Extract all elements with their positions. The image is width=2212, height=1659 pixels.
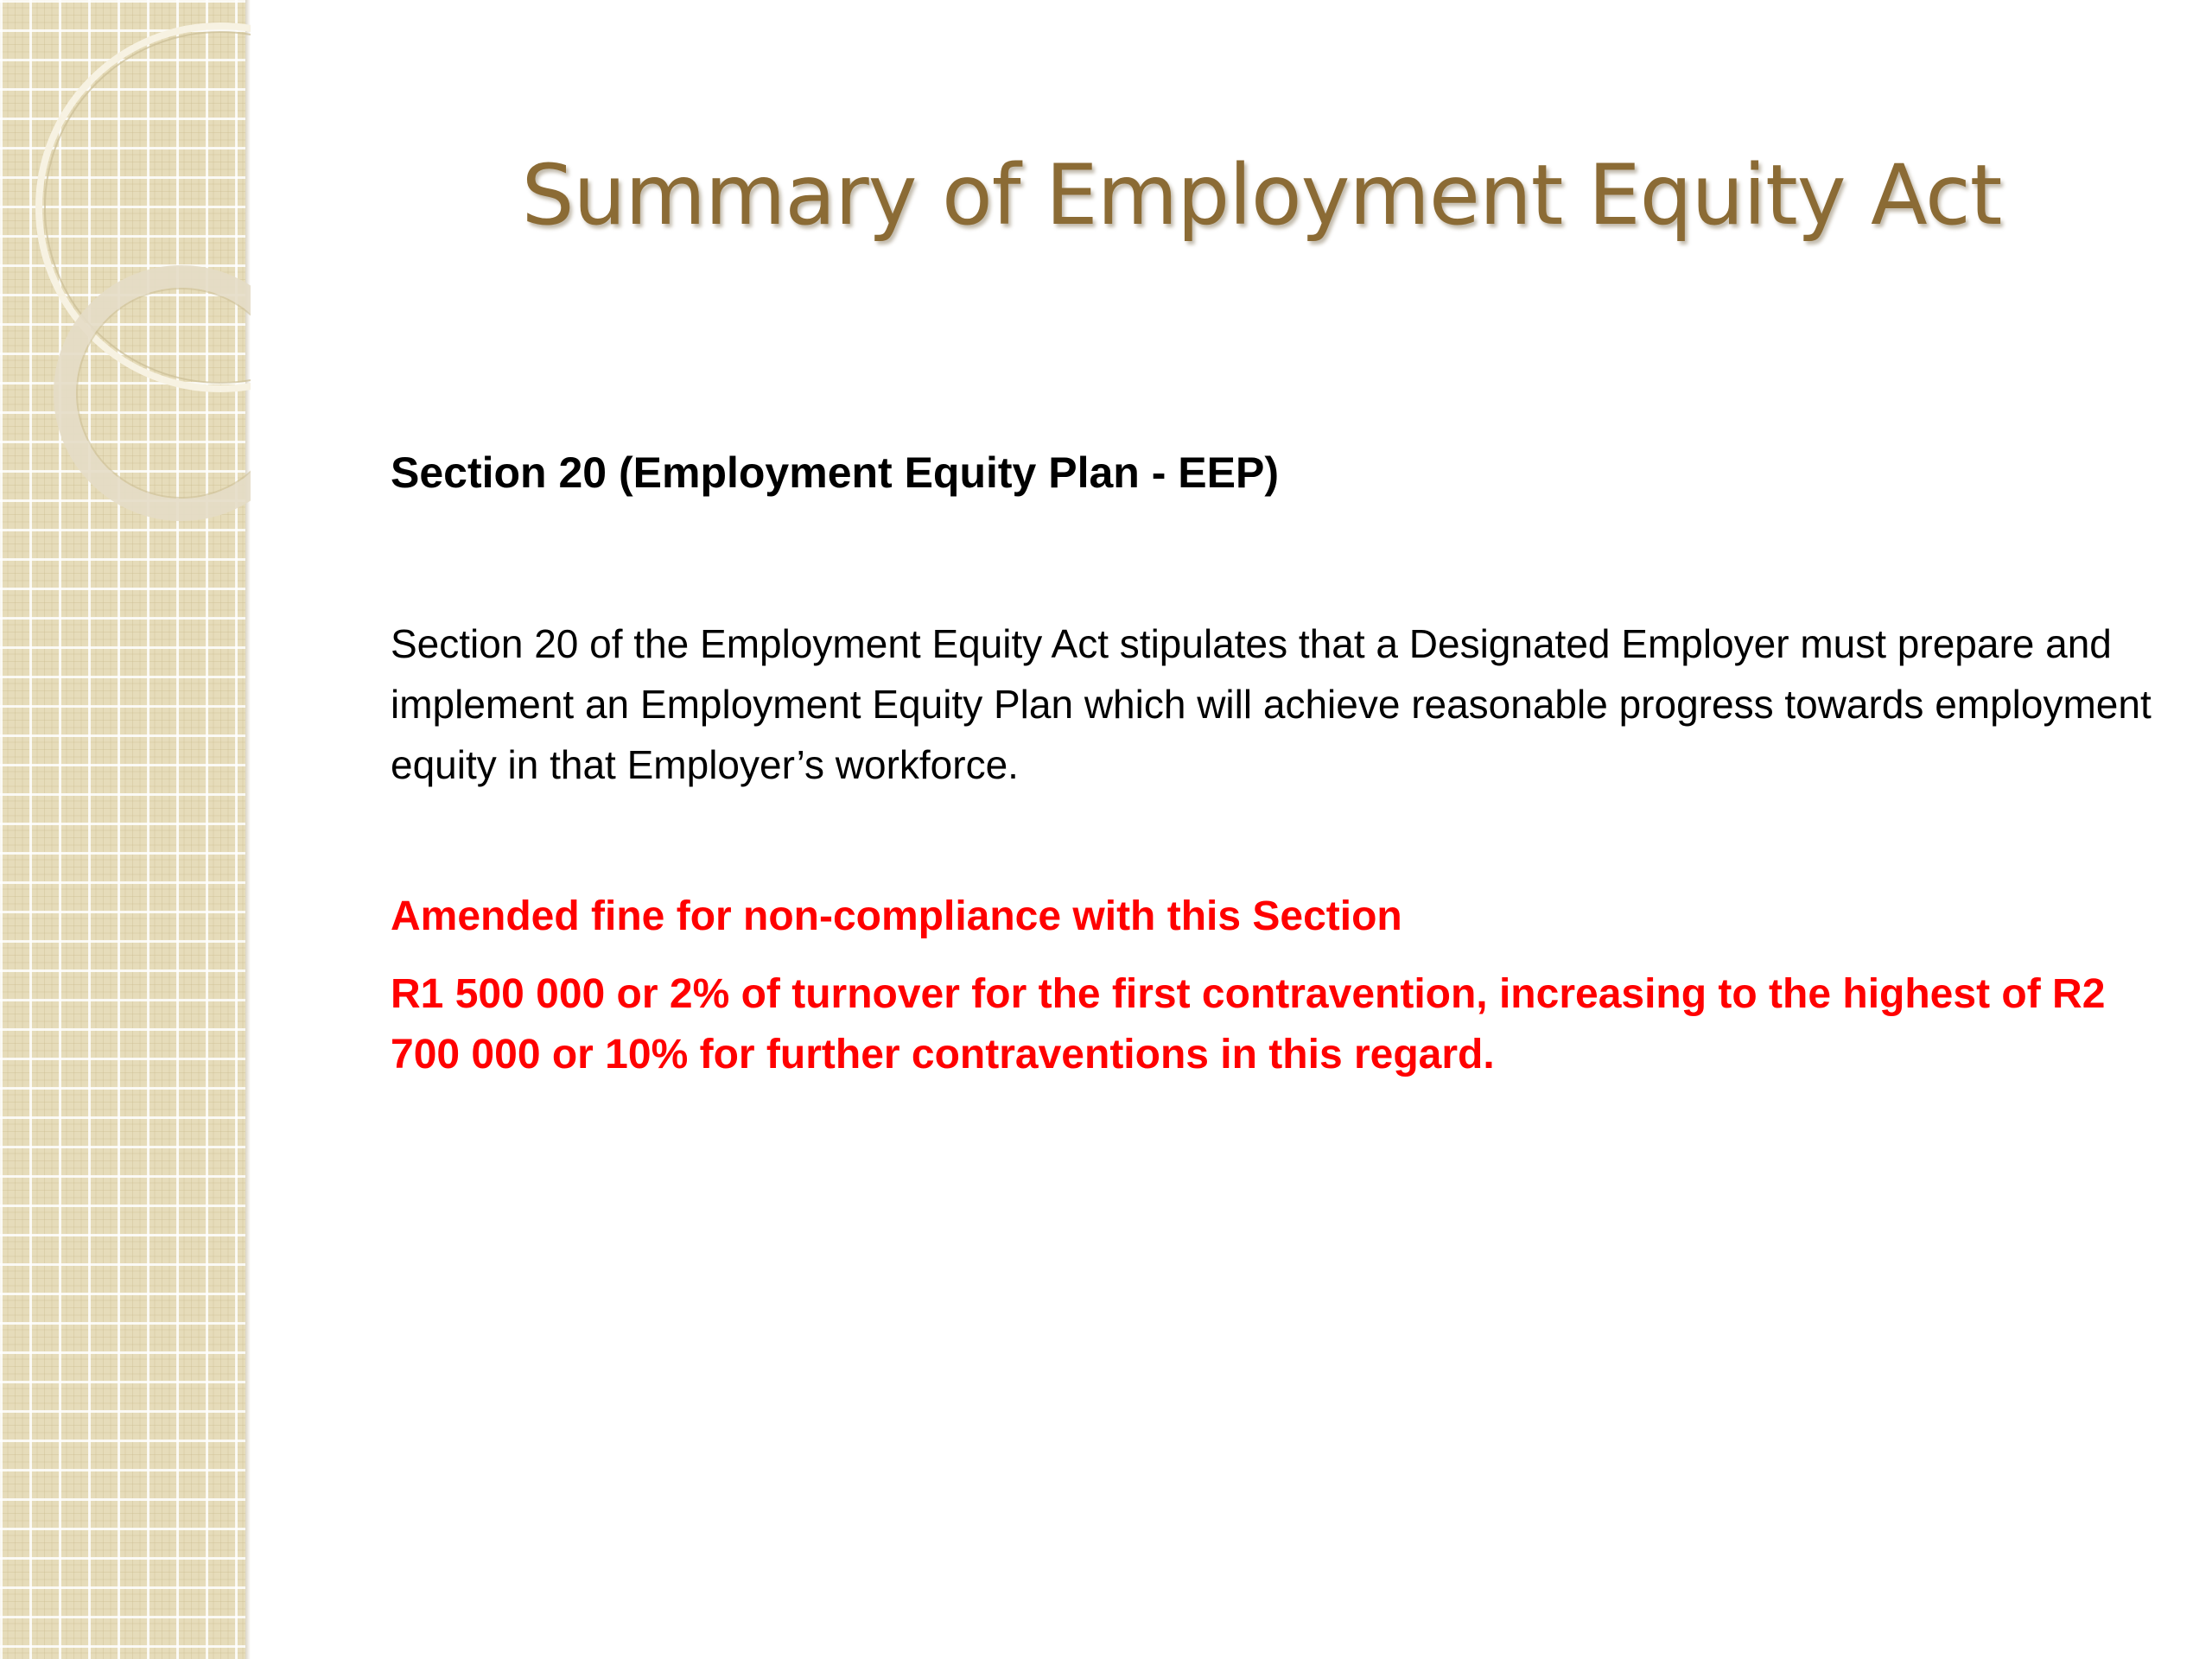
slide-content [391,442,2153,1085]
fine-details: R1 500 000 or 2% of turnover for the first contravention, increasing to the highest of R2 700 000 or 10% for further contraventions in this regard. [391,971,2106,1077]
section-description: Section 20 of the Employment Equity Act stipulates that a Designated Employer must prepare and implement an Employment Equity Plan which will achieve reasonable progress towards employment equity in that Employer’s workforce. [391,621,2152,787]
small-ring [65,276,251,510]
section-heading: Section 20 (Employment Equity Plan - EEP) [391,448,1279,497]
decorative-rings [0,0,251,553]
slide-title: Summary of Employment Equity Act [521,147,2002,244]
fine-heading: Amended fine for non-compliance with this Section [391,893,1402,939]
